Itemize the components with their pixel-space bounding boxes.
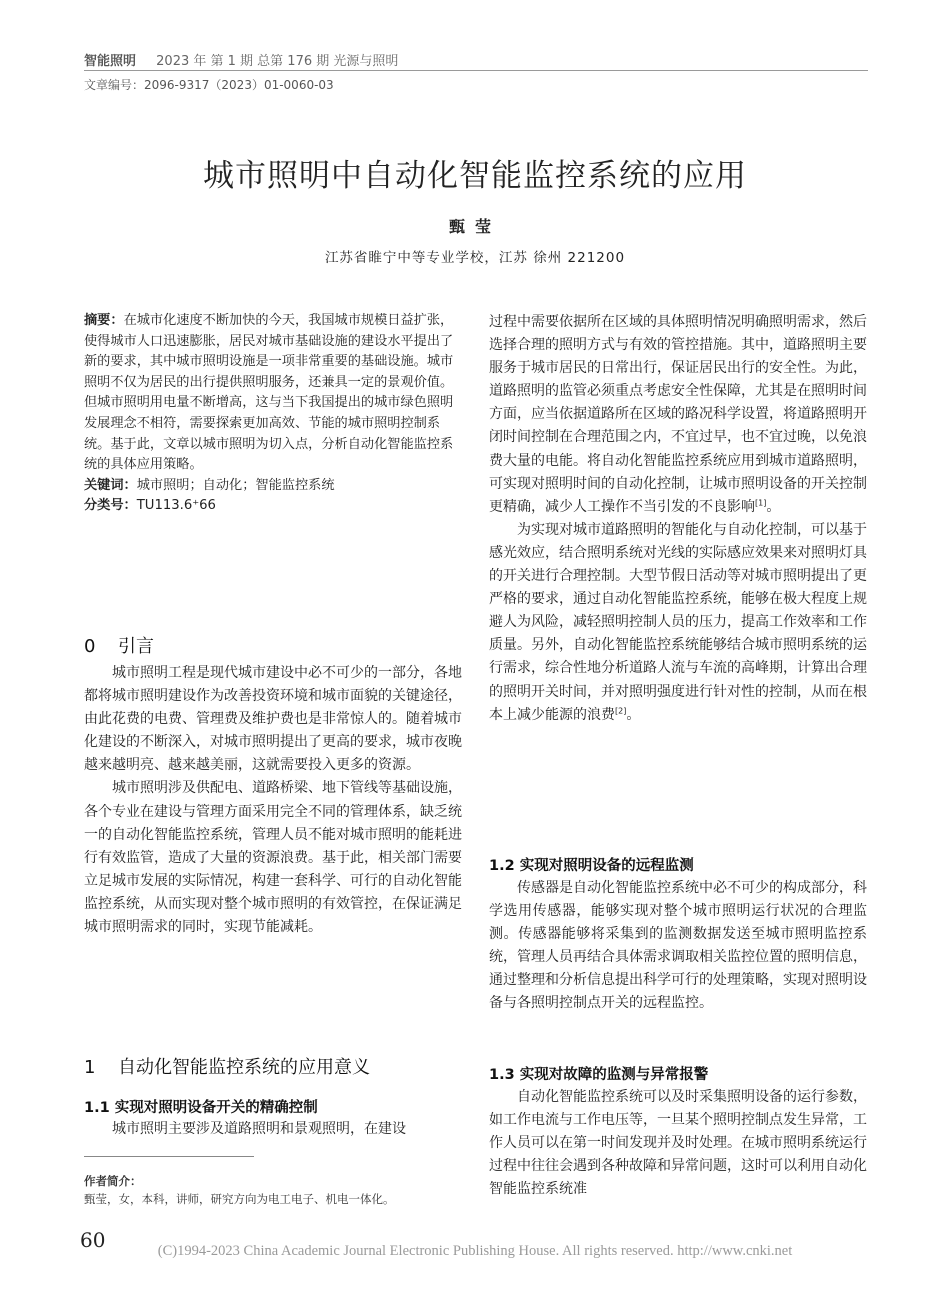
section-1-1-body-start (84, 1118, 462, 1141)
paragraph: 自动化智能监控系统可以及时采集照明设备的运行参数，如工作电流与工作电压等，一旦某个照明控制点发生异常，工作人员可以在第一时间发现并及时处理。在城市照明系统运行过程中往往会遇到各种故障和异常问题，这时可以利用自动化智能监控系统准 (489, 1089, 867, 1198)
page-number: 60 (80, 1228, 106, 1252)
section-0-body (84, 662, 462, 939)
footnote-label: 作者简介： (84, 1174, 142, 1188)
author-affiliation: 江苏省睢宁中等专业学校，江苏 徐州 221200 (324, 250, 626, 266)
keywords-text: 城市照明；自动化；智能监控系统 (136, 477, 335, 493)
section-1-3-body (489, 1086, 867, 1201)
subsection-heading-1-1: 1.1 实现对照明设备开关的精确控制 (84, 1100, 318, 1116)
citation[interactable]: [2] (615, 705, 627, 715)
paragraph-text: 为实现对城市道路照明的智能化与自动化控制，可以基于感光效应，结合照明系统对光线的实际感应效果来对照明灯具的开关进行合理控制。大型节假日活动等对城市照明提出了更严格的要求，通过自动化智能监控系统，能够在极大程度上规避人为风险，减轻照明控制人员的压力，提高工作效率和工作质量。另外，自动化智能监控系统能够结合城市照明系统的运行需求，综合性地分析道路人流与车流的高峰期，计算出合理的照明开关时间，并对照明强度进行针对性的控制，从而在根本上减少能源的浪费 (489, 521, 867, 723)
classification-number: TU113.6⁺66 (136, 498, 216, 514)
footnote-text: 甄莹，女，本科，讲师，研究方向为电工电子、机电一体化。 (84, 1192, 395, 1206)
copyright-watermark: (C)1994-2023 China Academic Journal Electronic Publishing House. All rights reserved. http://www.cnki.net (157, 1243, 793, 1259)
paragraph: 城市照明工程是现代城市建设中必不可少的一部分，各地都将城市照明建设作为改善投资环境和城市面貌的关键途径，由此花费的电费、管理费及维护费也是非常惊人的。随着城市化建设的不断深入，对城市照明提出了更高的要求，城市夜晚越来越明亮、越来越美丽，这就需要投入更多的资源。 (84, 665, 462, 774)
abstract-block (84, 311, 462, 517)
author-footnote (84, 1172, 464, 1208)
paragraph-text: 过程中需要依据所在区域的具体照明情况明确照明需求，然后选择合理的照明方式与有效的管控措施。其中，道路照明主要服务于城市居民的日常出行，保证居民出行的安全性。为此，道路照明的监管必须重点考虑安全性保障，尤其是在照明时间方面，应当依据道路所在区域的路况科学设置，将道路照明开闭时间控制在合理范围之内，不宜过早，也不宜过晚，以免浪费大量的电能。将自动化智能监控系统应用到城市道路照明，可实现对照明时间的自动化控制，让城市照明设备的开关控制更精确，减少人工操作不当引发的不良影响 (489, 314, 867, 515)
article-number: 文章编号：2096-9317（2023）01-0060-03 (84, 78, 334, 92)
subsection-heading-1-3: 1.3 实现对故障的监测与异常报警 (489, 1067, 709, 1083)
section-heading-1 (84, 1053, 370, 1079)
citation[interactable]: [1] (755, 498, 767, 508)
section-number: 0 (84, 636, 96, 657)
paragraph: 城市照明主要涉及道路照明和景观照明，在建设 (112, 1121, 406, 1137)
issue-info: 2023 年 第 1 期 总第 176 期 (156, 54, 330, 69)
abstract-text: 在城市化速度不断加快的今天，我国城市规模日益扩张，使得城市人口迅速膨胀，居民对城市基础设施的建设水平提出了新的要求，其中城市照明设施是一项非常重要的基础设施。城市照明不仅为居民的出行提供照明服务，还兼具一定的景观价值。但城市照明用电量不断增高，这与当下我国提出的城市绿色照明发展理念不相符，需要探索更加高效、节能的城市照明控制系统。基于此，文章以城市照明为切入点，分析自动化智能监控系统的具体应用策略。 (84, 313, 454, 473)
abstract-label: 摘要： (84, 313, 124, 328)
keywords-label: 关键词： (84, 477, 137, 493)
subsection-heading-1-2: 1.2 实现对照明设备的远程监测 (489, 858, 694, 874)
section-1-2-body (489, 877, 867, 1016)
keywords (84, 476, 462, 497)
section-heading-0 (84, 632, 154, 658)
paragraph-end: 。 (626, 706, 641, 723)
header-rule (84, 70, 868, 71)
section-1-1-body-cont (489, 311, 867, 727)
section-title: 引言 (118, 636, 154, 657)
paragraph-end: 。 (766, 498, 781, 515)
paragraph (489, 519, 867, 727)
journal-name: 智能照明 (84, 54, 137, 69)
section-number: 1 (84, 1057, 96, 1078)
section-title: 自动化智能监控系统的应用意义 (118, 1057, 370, 1078)
section-name: 光源与照明 (333, 54, 399, 69)
paragraph (489, 311, 867, 519)
paper-title: 城市照明中自动化智能监控系统的应用 (203, 158, 747, 194)
running-header (84, 50, 398, 69)
classification-label: 分类号： (84, 498, 137, 514)
paragraph: 传感器是自动化智能监控系统中必不可少的构成部分，科学选用传感器，能够实现对整个城市照明运行状况的合理监测。传感器能够将采集到的监测数据发送至城市照明监控系统，管理人员再结合具体需求调取相关监控位置的照明信息，通过整理和分析信息提出科学可行的处理策略，实现对照明设备与各照明控制点开关的远程监控。 (489, 880, 867, 1012)
abstract (84, 311, 462, 476)
author-name: 甄莹 (448, 217, 501, 236)
classification (84, 496, 462, 517)
footnote-rule (84, 1156, 254, 1157)
paragraph: 城市照明涉及供配电、道路桥梁、地下管线等基础设施，各个专业在建设与管理方面采用完全不同的管理体系，缺乏统一的自动化智能监控系统，管理人员不能对城市照明的能耗进行有效监管，造成了大量的资源浪费。基于此，相关部门需要立足城市发展的实际情况，构建一套科学、可行的自动化智能监控系统，从而实现对整个城市照明的有效管控，在保证满足城市照明需求的同时，实现节能减耗。 (84, 780, 462, 936)
